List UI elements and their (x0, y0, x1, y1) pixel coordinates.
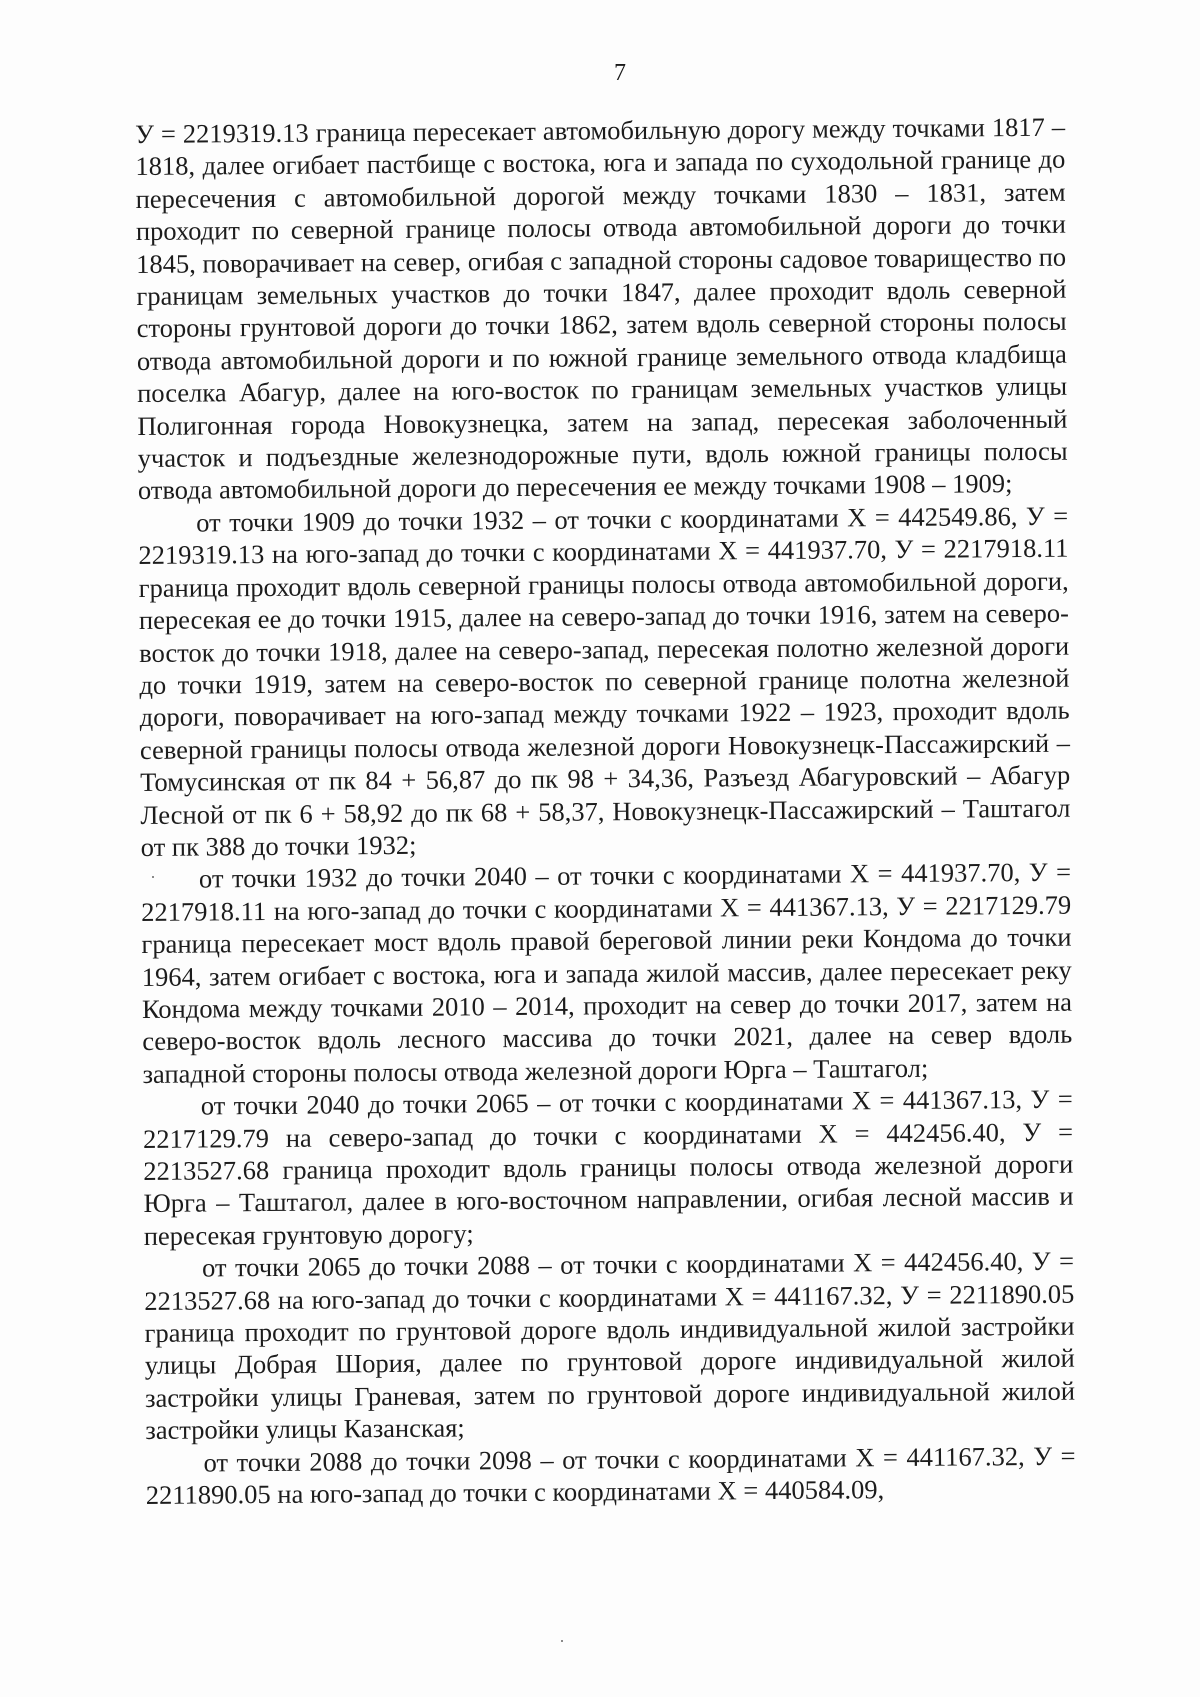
paragraph-6: от точки 2088 до точки 2098 – от точки с координатами Х = 441167.32, У = 2211890.05 на юго-запад до точки с координатами Х = 440584.09, (145, 1440, 1076, 1511)
scan-speck (561, 1640, 563, 1642)
page-number: 7 (614, 60, 626, 86)
paragraph-2: от точки 1909 до точки 1932 – от точки с координатами Х = 442549.86, У = 2219319.13 на юго-запад до точки с координатами Х = 441937.70, У = 2217918.11 граница проходит вдоль северной границы полосы отвода автомобильной дороги, пересекая ее до точки 1915, далее на северо-запад до точки 1916, затем на северо-восток до точки 1918, далее на северо-запад, пересекая полотно железной дороги до точки 1919, затем на северо-восток по северной границе полотна железной дороги, поворачивает на юго-запад между точками 1922 – 1923, проходит вдоль северной границы полосы отвода железной дороги Новокузнецк-Пассажирский – Томусинская от пк 84 + 56,87 до пк 98 + 34,36, Разъезд Абагуровский – Абагур Лесной от пк 6 + 58,92 до пк 68 + 58,37, Новокузнецк-Пассажирский – Таштагол от пк 388 до точки 1932; (138, 500, 1071, 862)
paragraph-4: от точки 2040 до точки 2065 – от точки с координатами Х = 441367.13, У = 2217129.79 на северо-запад до точки с координатами Х = 442456.40, У = 2213527.68 граница проходит вдоль границы полосы отвода железной дороги Юрга – Таштагол, далее в юго-восточном направлении, огибая лесной массив и пересекая грунтовую дорогу; (142, 1083, 1074, 1251)
scan-speck (152, 876, 154, 878)
paragraph-1: У = 2219319.13 граница пересекает автомобильную дорогу между точками 1817 – 1818, далее огибает пастбище с востока, юга и запада по суходольной границе до пересечения с автомобильной дорогой между точками 1830 – 1831, затем проходит по северной границе полосы отвода автомобильной дороги до точки 1845, поворачивает на север, огибая с западной стороны садовое товарищество по границам земельных участков до точки 1847, далее проходит вдоль северной стороны грунтовой дороги до точки 1862, затем вдоль северной стороны полосы отвода автомобильной дороги и по южной границе земельного отвода кладбища поселка Абагур, далее на юго-восток по границам земельных участков улицы Полигонная города Новокузнецка, затем на запад, пересекая заболоченный участок и подъездные железнодорожные пути, вдоль южной границы полосы отвода автомобильной дороги до пересечения ее между точками 1908 – 1909; (135, 111, 1068, 506)
paragraph-5: от точки 2065 до точки 2088 – от точки с координатами Х = 442456.40, У = 2213527.68 на юго-запад до точки с координатами Х = 441167.32, У = 2211890.05 граница проходит по грунтовой дороге вдоль индивидуальной жилой застройки улицы Добрая Шория, далее по грунтовой дороге индивидуальной жилой застройки улицы Граневая, затем по грунтовой дороге индивидуальной жилой застройки улицы Казанская; (144, 1245, 1076, 1446)
paragraph-3: от точки 1932 до точки 2040 – от точки с координатами Х = 441937.70, У = 2217918.11 на юго-запад до точки с координатами Х = 441367.13, У = 2217129.79 граница пересекает мост вдоль правой береговой линии реки Кондома до точки 1964, затем огибает с востока, юга и запада жилой массив, далее пересекает реку Кондома между точками 2010 – 2014, проходит на север до точки 2017, затем на северо-восток вдоль лесного массива до точки 2021, далее на север вдоль западной стороны полосы отвода железной дороги Юрга – Таштагол; (141, 857, 1073, 1089)
body-text (135, 111, 1076, 1512)
